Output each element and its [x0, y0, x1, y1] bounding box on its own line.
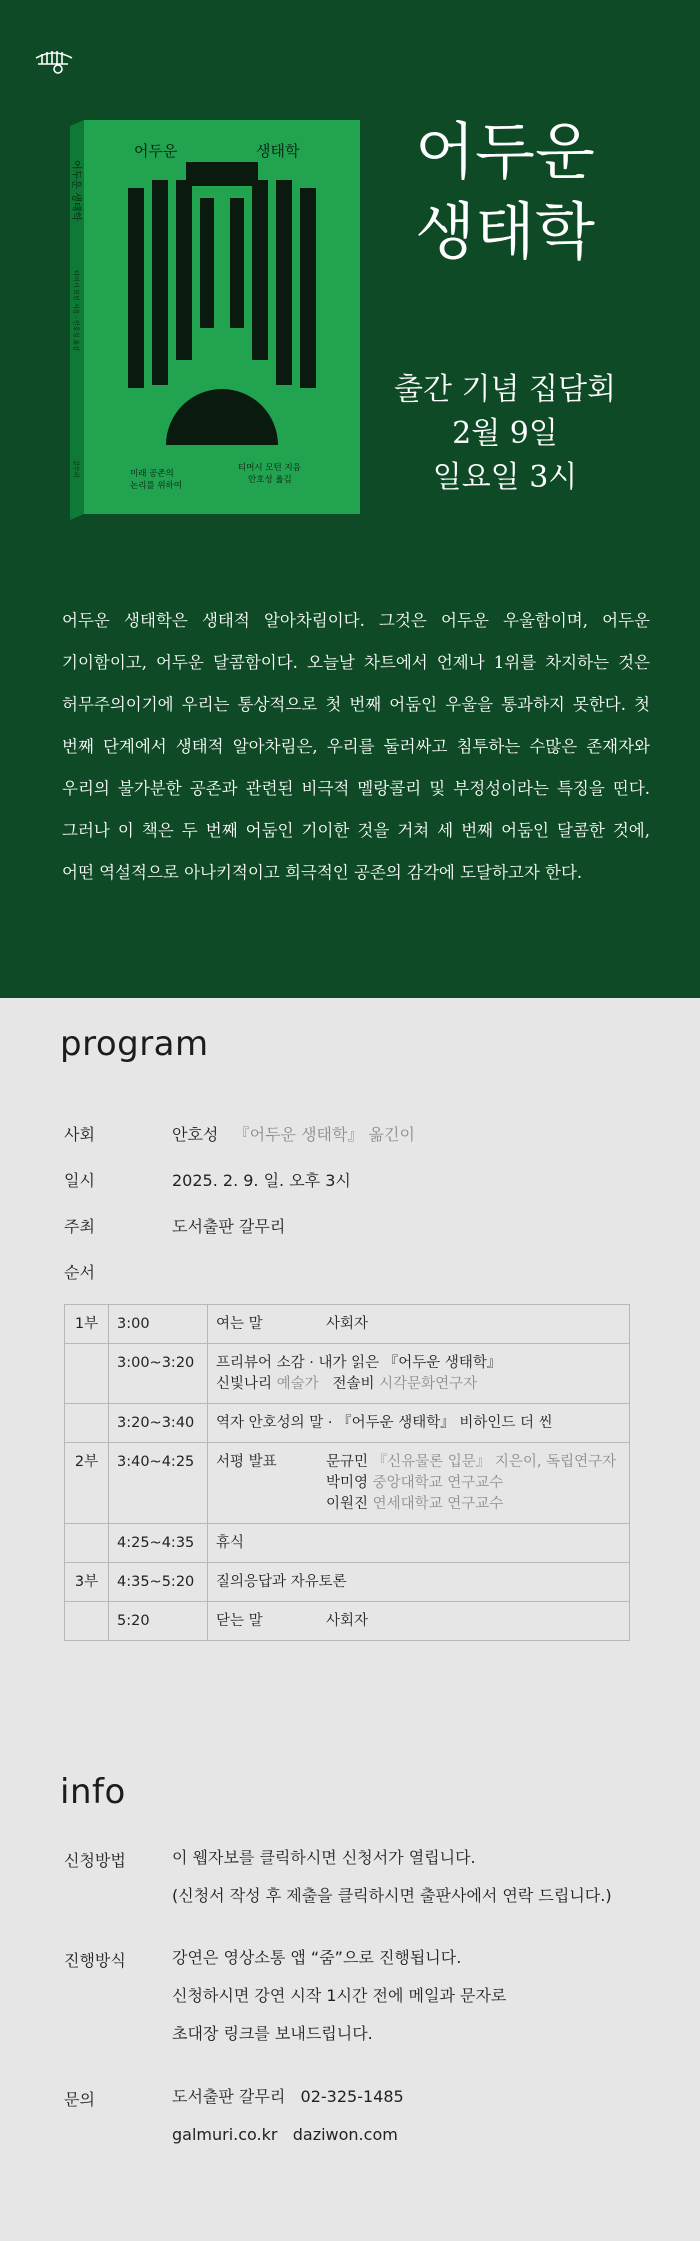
speaker-desc: 중앙대학교 연구교수: [372, 1475, 504, 1491]
table-row: [65, 1404, 630, 1443]
organizer-label: 주최: [64, 1217, 95, 1236]
book-subtitle-line1: 미래 공존의: [130, 469, 174, 479]
item-label: 서평 발표: [216, 1454, 277, 1470]
event-time: 일요일 3시: [432, 460, 578, 495]
item-label: 휴식: [216, 1535, 245, 1551]
format-line3: 초대장 링크를 보내드립니다.: [172, 2024, 373, 2043]
content-cell: [208, 1344, 630, 1404]
host-label: 사회: [64, 1125, 95, 1144]
contact-websites[interactable]: galmuri.co.kr daziwon.com: [172, 2125, 398, 2144]
item-label: 닫는 말: [216, 1613, 263, 1629]
content-cell: [208, 1602, 630, 1641]
item-label: 질의응답과 자유토론: [216, 1574, 347, 1590]
info-heading: info: [60, 1772, 126, 1812]
part-cell: 2부: [65, 1443, 109, 1524]
speaker-name: 신빛나리: [216, 1376, 273, 1392]
host-name: 안호성: [172, 1125, 219, 1144]
book-title-small2: 생태학: [256, 142, 300, 160]
time-cell: 5:20: [109, 1602, 208, 1641]
part-cell: 3부: [65, 1563, 109, 1602]
speaker-desc: 예술가: [276, 1376, 319, 1392]
content-cell: [208, 1305, 630, 1344]
table-row: [65, 1443, 630, 1524]
table-row: [65, 1524, 630, 1563]
book-title-small: 어두운: [134, 142, 178, 160]
event-name: 출간 기념 집담회: [394, 372, 616, 407]
page-title: [370, 112, 640, 272]
book-cover[interactable]: [70, 120, 360, 520]
speaker-desc: 『신유물론 입문』 지은이, 독립연구자: [372, 1454, 617, 1470]
item-label: 여는 말: [216, 1316, 263, 1332]
program-heading: program: [60, 1024, 209, 1064]
details-section: [0, 998, 700, 2241]
event-date: 2월 9일: [452, 416, 558, 451]
speaker: 사회자: [326, 1316, 369, 1332]
date-value: 2025. 2. 9. 일. 오후 3시: [172, 1171, 351, 1190]
speaker-name: 이원진: [326, 1496, 369, 1512]
intro-paragraph: 어두운 생태학은 생태적 알아차림이다. 그것은 어두운 우울함이며, 어두운 기이함이고, 어두운 달콤함이다. 오늘날 차트에서 언제나 1위를 차지하는 것은 허무주의이기에 우리는 통상적으로 첫 번째 어둠인 우울을 통과하지 못한다. 첫 번째 단계에서 생태적 알아차림은, 우리를 둘러싸고 침투하는 수많은 존재자와 우리의 불가분한 공존과 관련된 비극적 멜랑콜리 및 부정성이라는 특징을 띤다. 그러나 이 책은 두 번째 어둠인 기이한 것을 거쳐 세 번째 어둠인 달콤한 것에, 어떤 역설적으로 아나키적이고 희극적인 공존의 감각에 도달하고자 한다.: [62, 611, 650, 882]
order-label: 순서: [64, 1263, 95, 1282]
book-spine-author: 티머시 모턴 지음 · 안호성 옮김: [72, 270, 79, 351]
galmuri-logo-icon: [34, 44, 74, 76]
content-cell: [208, 1563, 630, 1602]
part-cell: 1부: [65, 1305, 109, 1344]
speaker-name: 전솔비: [332, 1376, 375, 1392]
date-label: 일시: [64, 1171, 95, 1190]
host-desc: 『어두운 생태학』 옮긴이: [233, 1125, 415, 1144]
schedule-table: [64, 1304, 630, 1641]
contact-phone: 도서출판 갈무리 02-325-1485: [172, 2087, 404, 2106]
page-title-line2: 생태학: [415, 195, 595, 268]
table-row: [65, 1602, 630, 1641]
apply-line1[interactable]: 이 웹자보를 클릭하시면 신청서가 열립니다.: [172, 1848, 476, 1867]
organizer-value: 도서출판 갈무리: [172, 1217, 286, 1236]
time-cell: 4:35~5:20: [109, 1563, 208, 1602]
item-label: 역자 안호성의 말 · 『어두운 생태학』 비하인드 더 씬: [216, 1415, 553, 1431]
time-cell: 3:00: [109, 1305, 208, 1344]
hero-section: [0, 0, 700, 998]
speaker-name: 박미영: [326, 1475, 369, 1491]
speaker: 사회자: [326, 1613, 369, 1629]
book-author-line1: 티머시 모턴 지음: [238, 463, 301, 473]
table-row: [65, 1305, 630, 1344]
content-cell: [208, 1524, 630, 1563]
content-cell: [208, 1443, 630, 1524]
contact-label: 문의: [64, 2090, 95, 2109]
event-info: [370, 368, 640, 500]
content-cell: [208, 1404, 630, 1443]
book-subtitle-line2: 논리를 위하여: [130, 481, 182, 491]
apply-line2: (신청서 작성 후 제출을 클릭하시면 출판사에서 연락 드립니다.): [172, 1886, 612, 1905]
time-cell: 4:25~4:35: [109, 1524, 208, 1563]
speaker-name: 문규민: [326, 1454, 369, 1470]
time-cell: 3:40~4:25: [109, 1443, 208, 1524]
speaker-desc: 시각문화연구자: [379, 1376, 478, 1392]
item-label: 프리뷰어 소감 · 내가 읽은 『어두운 생태학』: [216, 1355, 502, 1371]
time-cell: 3:20~3:40: [109, 1404, 208, 1443]
format-line2: 신청하시면 강연 시작 1시간 전에 메일과 문자로: [172, 1986, 507, 2005]
book-spine-title: 어두운 생태학: [70, 160, 81, 222]
format-line1: 강연은 영상소통 앱 “줌”으로 진행됩니다.: [172, 1948, 462, 1967]
book-author-line2: 안호성 옮김: [248, 475, 292, 485]
book-spine-publisher: 갈무리: [72, 460, 79, 478]
apply-label: 신청방법: [64, 1851, 126, 1870]
table-row: [65, 1344, 630, 1404]
time-cell: 3:00~3:20: [109, 1344, 208, 1404]
page-title-line1: 어두운: [415, 115, 595, 188]
format-label: 진행방식: [64, 1951, 126, 1970]
table-row: [65, 1563, 630, 1602]
speaker-desc: 연세대학교 연구교수: [372, 1496, 504, 1512]
